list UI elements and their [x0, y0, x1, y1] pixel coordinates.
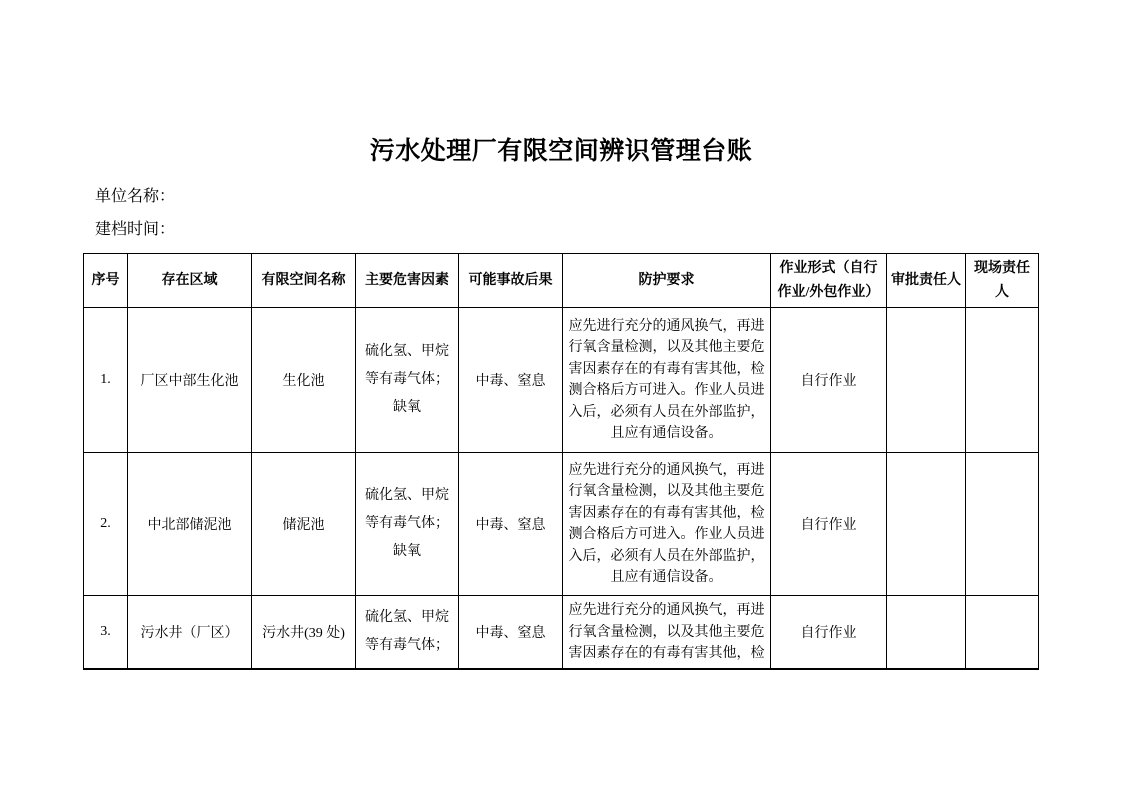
unit-name-label: 单位名称：: [95, 188, 176, 205]
header-serial-number: 序号: [84, 254, 128, 308]
filing-time-label: 建档时间：: [95, 221, 176, 238]
header-possible-consequences: 可能事故后果: [459, 254, 563, 308]
unit-name-line: [95, 188, 295, 206]
cell-serial-number: 1.: [84, 308, 128, 453]
table-row: [84, 596, 1039, 669]
header-approval-person: 审批责任人: [887, 254, 966, 308]
cell-site-person: [966, 308, 1039, 453]
table-row: [84, 308, 1039, 453]
cell-existing-area: 污水井（厂区）: [128, 596, 252, 669]
header-site-person: 现场责任人: [966, 254, 1039, 308]
header-work-form: 作业形式（自行作业/外包作业）: [771, 254, 887, 308]
filing-time-line: [95, 221, 295, 239]
cell-space-name: 污水井(39 处): [252, 596, 356, 669]
cell-main-hazards: 硫化氢、甲烷等有毒气体；: [356, 596, 459, 669]
cell-main-hazards: 硫化氢、甲烷等有毒气体；缺氧: [356, 453, 459, 596]
cell-work-form: 自行作业: [771, 308, 887, 453]
confined-space-ledger-table: [83, 253, 1039, 670]
cell-work-form: 自行作业: [771, 596, 887, 669]
cell-approval-person: [887, 596, 966, 669]
header-space-name: 有限空间名称: [252, 254, 356, 308]
cell-site-person: [966, 596, 1039, 669]
table-header-row: [84, 254, 1039, 308]
cell-protection-requirements: 应先进行充分的通风换气，再进行氧含量检测，以及其他主要危害因素存在的有毒有害其他，检: [563, 596, 771, 669]
table-row: [84, 453, 1039, 596]
header-existing-area: 存在区域: [128, 254, 252, 308]
cell-protection-requirements: 应先进行充分的通风换气，再进行氧含量检测，以及其他主要危害因素存在的有毒有害其他，检测合格后方可进入。作业人员进入后，必须有人员在外部监护，且应有通信设备。: [563, 453, 771, 596]
cell-serial-number: 3.: [84, 596, 128, 669]
cell-possible-consequences: 中毒、窒息: [459, 308, 563, 453]
header-main-hazards: 主要危害因素: [356, 254, 459, 308]
cell-serial-number: 2.: [84, 453, 128, 596]
cell-work-form: 自行作业: [771, 453, 887, 596]
cell-main-hazards: 硫化氢、甲烷等有毒气体；缺氧: [356, 308, 459, 453]
cell-possible-consequences: 中毒、窒息: [459, 596, 563, 669]
cell-space-name: 储泥池: [252, 453, 356, 596]
cell-existing-area: 中北部储泥池: [128, 453, 252, 596]
cell-protection-requirements: 应先进行充分的通风换气，再进行氧含量检测，以及其他主要危害因素存在的有毒有害其他，检测合格后方可进入。作业人员进入后，必须有人员在外部监护，且应有通信设备。: [563, 308, 771, 453]
cell-site-person: [966, 453, 1039, 596]
cell-possible-consequences: 中毒、窒息: [459, 453, 563, 596]
cell-approval-person: [887, 308, 966, 453]
cell-approval-person: [887, 453, 966, 596]
cell-existing-area: 厂区中部生化池: [128, 308, 252, 453]
header-protection-requirements: 防护要求: [563, 254, 771, 308]
cell-space-name: 生化池: [252, 308, 356, 453]
page-title: 污水处理厂有限空间辨识管理台账: [369, 137, 753, 165]
